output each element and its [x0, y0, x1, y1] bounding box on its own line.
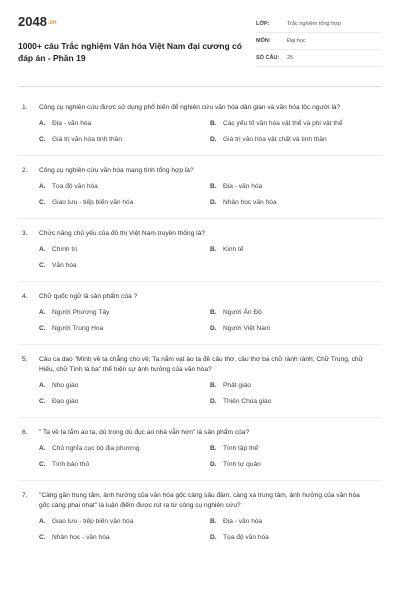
option-letter: B.: [210, 445, 217, 452]
option-text: Nho giáo: [52, 382, 79, 389]
option-d[interactable]: [200, 198, 382, 208]
question-2: [18, 166, 382, 219]
option-c[interactable]: [18, 198, 200, 208]
question-number: 2.: [22, 167, 28, 174]
option-grid: [18, 444, 382, 476]
option-a[interactable]: [18, 119, 200, 129]
question-text: " Ta về ta tắm ao ta, dù trong dù đục ao nhà vẫn hơn" là sản phẩm của?: [39, 429, 250, 436]
question-text: Công cụ nghiên cứu văn hóa mang tính tổng hợp là?: [39, 167, 194, 174]
option-text: Thiên Chúa giáo: [223, 398, 272, 405]
meta-value: Đại học: [287, 38, 306, 44]
question-1: [18, 103, 382, 156]
option-letter: A.: [39, 445, 46, 452]
option-text: Giá trị văn hóa tinh thần: [52, 136, 123, 143]
option-a[interactable]: [18, 444, 200, 454]
question-text-row: [18, 229, 382, 239]
option-text: Giá trị văn hóa vật chất và tinh thần: [223, 136, 327, 143]
option-b[interactable]: [200, 444, 382, 454]
option-grid: [18, 119, 382, 151]
question-text: Chức năng chủ yếu của đô thị Việt Nam truyền thống là?: [39, 230, 205, 237]
question-text-row: [18, 292, 382, 302]
option-c[interactable]: [18, 397, 200, 407]
option-a[interactable]: [18, 182, 200, 192]
option-text: Chủ nghĩa cục bộ địa phương: [52, 445, 140, 452]
option-c[interactable]: [18, 261, 200, 271]
meta-label: LỚP:: [256, 21, 270, 27]
option-text: Người Ấn Độ: [223, 309, 262, 316]
option-letter: D.: [210, 461, 217, 468]
question-text: Câu ca dao "Mình về ta chẳng cho về; Ta nắm vạt áo ta đề câu thơ, câu thơ ba chữ rành rành; Chữ Trung, chữ Hiếu, chữ Tình là ba" thể hiện sự ảnh hưởng của văn hóa?: [39, 356, 363, 373]
option-letter: C.: [39, 325, 46, 332]
option-letter: B.: [210, 309, 217, 316]
option-letter: A.: [39, 518, 46, 525]
option-d[interactable]: [200, 533, 382, 543]
option-text: Các yếu tố văn hóa vật thể và phi vật thể: [223, 120, 343, 127]
logo-text: 2048: [18, 14, 47, 29]
meta-row-count: [256, 50, 382, 67]
option-c[interactable]: [18, 324, 200, 334]
option-a[interactable]: [18, 245, 200, 255]
option-text: Tọa độ văn hóa: [52, 183, 98, 190]
question-6: [18, 428, 382, 481]
option-letter: A.: [39, 183, 46, 190]
divider: [18, 480, 382, 481]
option-letter: B.: [210, 382, 217, 389]
option-text: Người Trung Hoa: [52, 325, 104, 332]
option-b[interactable]: [200, 245, 382, 255]
option-letter: B.: [210, 518, 217, 525]
question-text-row: [18, 355, 382, 375]
question-7: [18, 491, 382, 549]
option-letter: D.: [210, 136, 217, 143]
site-logo[interactable]: [18, 14, 248, 29]
option-c[interactable]: [18, 533, 200, 543]
option-text: Đạo giáo: [52, 398, 79, 405]
question-number: 6.: [22, 429, 28, 436]
option-letter: A.: [39, 382, 46, 389]
question-text: "Càng gần trung tâm, ảnh hưởng của văn hóa gốc càng sâu đậm, càng xa trung tâm, ảnh hưởng của văn hóa gốc càng phai nhạt" là luận điểm được rút ra từ công cụ nghiên cứu?: [39, 492, 360, 509]
option-d[interactable]: [200, 460, 382, 470]
page-title: 1000+ câu Trắc nghiệm Văn hóa Việt Nam đại cương có đáp án - Phần 19: [18, 41, 242, 63]
option-letter: D.: [210, 325, 217, 332]
page-header: [18, 10, 382, 87]
option-b[interactable]: [200, 381, 382, 391]
option-letter: A.: [39, 309, 46, 316]
option-text: Người Phương Tây: [52, 309, 110, 316]
divider: [18, 344, 382, 345]
option-letter: B.: [210, 120, 217, 127]
option-c[interactable]: [18, 460, 200, 470]
option-text: Tính tập thể: [223, 445, 259, 452]
option-grid: [18, 517, 382, 549]
option-text: Tính tự quản: [223, 461, 261, 468]
divider: [18, 417, 382, 418]
divider: [18, 155, 382, 156]
question-number: 5.: [22, 356, 28, 363]
question-4: [18, 292, 382, 345]
question-5: [18, 355, 382, 418]
meta-table: [256, 10, 382, 86]
option-a[interactable]: [18, 517, 200, 527]
question-number: 1.: [22, 104, 28, 111]
option-grid: [18, 245, 382, 277]
question-number: 3.: [22, 230, 28, 237]
question-3: [18, 229, 382, 282]
option-letter: D.: [210, 398, 217, 405]
option-text: Nhân học - văn hóa: [52, 534, 110, 541]
meta-value: 25: [287, 55, 294, 61]
option-d[interactable]: [200, 324, 382, 334]
divider: [18, 218, 382, 219]
question-text: Chữ quốc ngữ là sản phẩm của ?: [39, 293, 138, 300]
meta-value: Trắc nghiệm tổng hợp: [287, 21, 341, 27]
question-number: 4.: [22, 293, 28, 300]
option-text: Tọa độ văn hóa: [223, 534, 269, 541]
option-letter: C.: [39, 136, 46, 143]
option-letter: C.: [39, 534, 46, 541]
question-number: 7.: [22, 492, 28, 499]
option-text: Người Việt Nam: [223, 325, 271, 332]
option-grid: [18, 182, 382, 214]
option-text: Địa - văn hóa: [223, 518, 263, 525]
option-text: Kinh tế: [223, 246, 244, 253]
option-letter: B.: [210, 183, 217, 190]
option-letter: D.: [210, 534, 217, 541]
option-text: Văn hóa: [52, 262, 77, 269]
option-letter: B.: [210, 246, 217, 253]
option-letter: C.: [39, 199, 46, 206]
option-letter: C.: [39, 262, 46, 269]
option-text: Địa - văn hóa: [223, 183, 263, 190]
option-text: Tính bảo thủ: [52, 461, 90, 468]
question-text: Công cụ nghiên cứu được sử dụng phổ biến để nghiên cứu văn hóa dân gian và văn hóa tộc người là?: [39, 104, 341, 111]
meta-label: SỐ CÂU:: [256, 55, 280, 61]
logo-suffix: .vn: [47, 19, 57, 26]
option-b[interactable]: [200, 517, 382, 527]
option-d[interactable]: [200, 135, 382, 145]
option-text: Địa - văn hóa: [52, 120, 92, 127]
option-letter: C.: [39, 398, 46, 405]
option-grid: [18, 308, 382, 340]
option-text: Giao lưu - tiếp biến văn hóa: [52, 518, 134, 525]
meta-row-class: [256, 16, 382, 33]
option-a[interactable]: [18, 308, 200, 318]
divider: [18, 281, 382, 282]
option-text: Phật giáo: [223, 382, 251, 389]
option-letter: A.: [39, 246, 46, 253]
meta-row-subject: [256, 33, 382, 50]
option-b[interactable]: [200, 119, 382, 129]
option-text: Nhân học văn hóa: [223, 199, 277, 206]
question-list: [18, 87, 382, 549]
option-c[interactable]: [18, 135, 200, 145]
option-b[interactable]: [200, 308, 382, 318]
question-text-row: [18, 103, 382, 113]
option-b[interactable]: [200, 182, 382, 192]
option-grid: [18, 381, 382, 413]
option-text: Chính trị: [52, 246, 77, 253]
option-d[interactable]: [200, 397, 382, 407]
option-letter: D.: [210, 199, 217, 206]
question-text-row: [18, 166, 382, 176]
option-letter: A.: [39, 120, 46, 127]
option-a[interactable]: [18, 381, 200, 391]
option-text: Giao lưu - tiếp biến văn hóa: [52, 199, 134, 206]
meta-label: MÔN:: [256, 38, 271, 44]
option-letter: C.: [39, 461, 46, 468]
header-left: [18, 10, 248, 86]
question-text-row: [18, 428, 382, 438]
question-text-row: [18, 491, 382, 511]
